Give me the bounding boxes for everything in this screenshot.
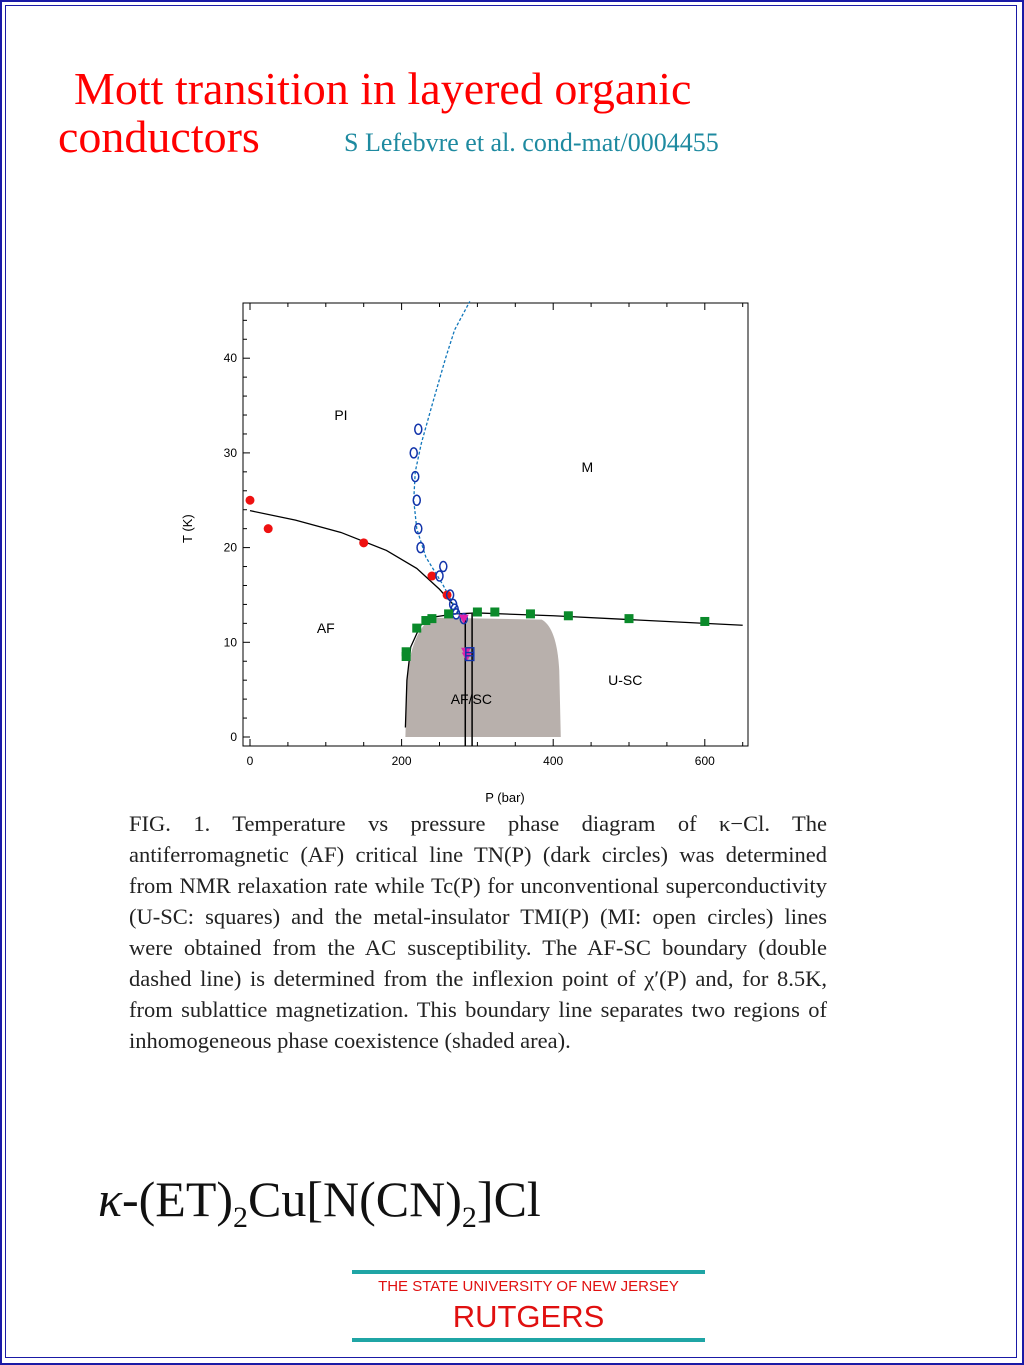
x-tick-label: 0 [246, 754, 254, 768]
y-tick-label: 0 [230, 730, 237, 744]
data-point-usc [564, 611, 573, 620]
university-name: RUTGERS [452, 1299, 605, 1334]
data-point-usc [444, 609, 453, 618]
data-point-mi [415, 424, 422, 434]
data-point-mi [410, 448, 417, 458]
y-tick-label: 20 [223, 540, 237, 555]
region-label: PI [334, 406, 348, 423]
data-point-mi [413, 495, 420, 505]
phase-diagram-chart [180, 290, 760, 810]
x-tick-label: 400 [543, 754, 564, 768]
x-tick-label: 200 [391, 754, 412, 768]
citation: S Lefebvre et al. cond-mat/0004455 [344, 128, 719, 157]
region-label: M [581, 458, 594, 475]
data-point-usc [427, 614, 436, 623]
chemical-formula [98, 1170, 541, 1235]
data-point-af [427, 572, 436, 581]
data-point-usc [402, 647, 411, 656]
y-axis-label: T (K) [180, 514, 195, 543]
formula-part2: Cu[N(CN) [248, 1171, 462, 1227]
university-subtitle: THE STATE UNIVERSITY OF NEW JERSEY [378, 1278, 679, 1295]
y-tick-label: 10 [223, 635, 237, 650]
slide-title-line2: conductors [58, 111, 260, 162]
footer-rule-bottom [352, 1338, 705, 1342]
shaded-coexistence-region [405, 618, 560, 737]
x-axis-label: P (bar) [485, 790, 525, 805]
slide-title-line1: Mott transition in layered organic [74, 63, 692, 114]
y-tick-label: 30 [223, 445, 237, 460]
data-point-usc [625, 614, 634, 623]
footer-rule-top [352, 1270, 705, 1274]
data-point-usc [490, 607, 499, 616]
data-point-af [359, 538, 368, 547]
data-point-usc [526, 609, 535, 618]
data-point-usc [412, 624, 421, 633]
data-point-usc [473, 607, 482, 616]
data-point-af [246, 496, 255, 505]
data-point-mi [436, 571, 443, 581]
x-tick-label: 600 [694, 754, 715, 768]
figure-caption: FIG. 1. Temperature vs pressure phase diagram of κ−Cl. The antiferromagnetic (AF) critical line TN(P) (dark circles) was determined from NMR relaxation rate while Tc(P) for unconventional superconductivity (U-SC: squares) and the metal-insulator TMI(P) (MI: open circles) lines were obtained from the AC susceptibility. The AF-SC boundary (double dashed line) is determined from the inflexion point of χ′(P) and, for 8.5K, from sublattice magnetization. This boundary line separates two regions of inhomogeneous phase coexistence (shaded area). [129, 811, 827, 1053]
region-label: AF/SC [450, 690, 492, 707]
formula-kappa: κ [98, 1171, 122, 1227]
formula-sub1: 2 [233, 1201, 249, 1234]
formula-sub2: 2 [461, 1201, 477, 1234]
formula-part3: ]Cl [476, 1171, 541, 1227]
phase-line-tn [250, 511, 453, 605]
data-point-af [264, 524, 273, 533]
data-point-usc [700, 617, 709, 626]
region-label: AF [316, 619, 335, 636]
formula-part1: -(ET) [122, 1171, 234, 1227]
phase-line-tmi [414, 301, 470, 614]
y-tick-label: 40 [223, 351, 237, 366]
data-point-mi [440, 562, 447, 572]
region-label: U-SC [608, 671, 643, 688]
